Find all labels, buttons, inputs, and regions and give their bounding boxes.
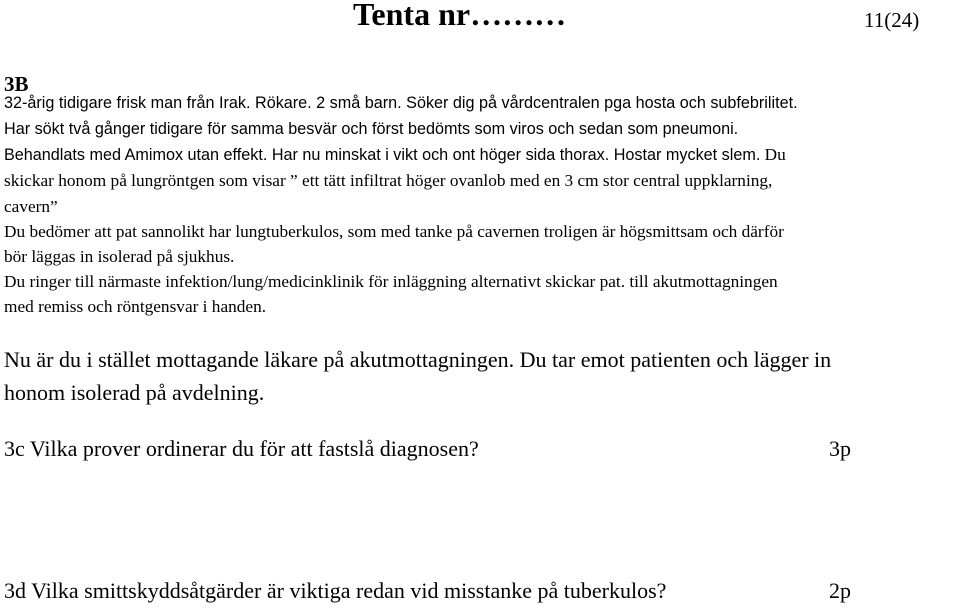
case-line-6: Du bedömer att pat sannolikt har lungtuberkulos, som med tanke på cavernen troligen är högsmittsam och därför bbox=[4, 222, 784, 241]
page-number: 11(24) bbox=[864, 8, 920, 32]
case-line-3-text: Behandlats med Amimox utan effekt. Har nu minskat i vikt och ont höger sida thorax. Hostar mycket slem. bbox=[4, 146, 761, 164]
case-line-1: 32-årig tidigare frisk man från Irak. Rökare. 2 små barn. Söker dig på vårdcentralen pga hosta och subfebrilitet. bbox=[4, 94, 798, 112]
case-line-2: Har sökt två gånger tidigare för samma besvär och först bedömts som viros och sedan som pneumoni. bbox=[4, 120, 739, 138]
question-3c-points: 3p bbox=[829, 436, 851, 461]
case-id: 3B bbox=[4, 72, 29, 96]
case-line-8: Du ringer till närmaste infektion/lung/medicinklinik för inläggning alternativt skickar pat. till akutmottagningen bbox=[4, 272, 778, 291]
scenario-line-1: Nu är du i stället mottagande läkare på akutmottagningen. Du tar emot patienten och lägger in bbox=[4, 347, 832, 372]
scenario-line-2: honom isolerad på avdelning. bbox=[4, 380, 265, 405]
case-line-4: skickar honom på lungröntgen som visar ” ett tätt infiltrat höger ovanlob med en 3 cm stor central uppklarning, bbox=[4, 171, 773, 190]
case-line-3 bbox=[4, 143, 786, 167]
case-line-9: med remiss och röntgensvar i handen. bbox=[4, 297, 267, 316]
question-3c: 3c Vilka prover ordinerar du för att fastslå diagnosen? bbox=[4, 436, 479, 461]
page-title: Tenta nr……… bbox=[353, 0, 567, 32]
question-3d: 3d Vilka smittskyddsåtgärder är viktiga redan vid misstanke på tuberkulos? bbox=[4, 578, 667, 603]
case-line-7: bör läggas in isolerad på sjukhus. bbox=[4, 247, 235, 266]
case-line-3-tail: Du bbox=[760, 145, 786, 164]
question-3d-points: 2p bbox=[829, 578, 851, 603]
case-line-5: cavern” bbox=[4, 197, 58, 216]
